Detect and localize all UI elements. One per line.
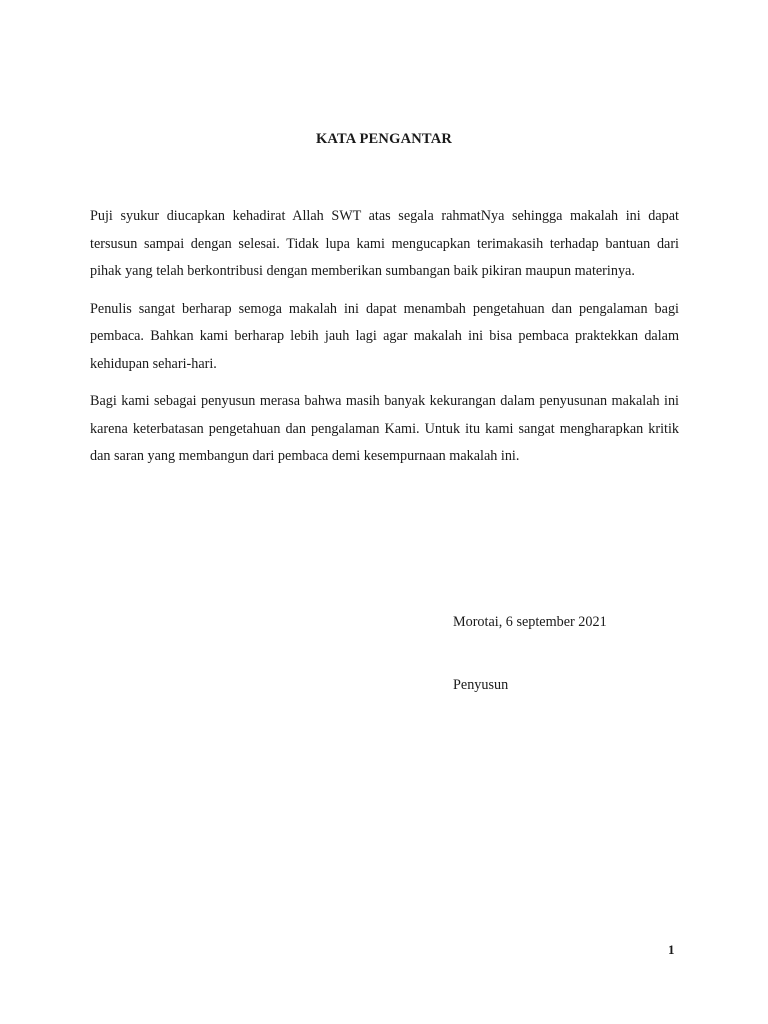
paragraph-2: Penulis sangat berharap semoga makalah ini dapat menambah pengetahuan dan pengalaman bagi pembaca. Bahkan kami berharap lebih jauh lagi agar makalah ini bisa pembaca praktekkan dalam kehidupan sehari-hari.: [90, 300, 679, 372]
page-title: KATA PENGANTAR: [315, 131, 453, 147]
signer-label: Penyusun: [453, 677, 509, 693]
body-text: [90, 203, 679, 481]
paragraph-1: Puji syukur diucapkan kehadirat Allah SWT atas segala rahmatNya sehingga makalah ini dapat tersusun sampai dengan selesai. Tidak lupa kami mengucapkan terimakasih terhadap bantuan dari pihak yang telah berkontribusi dengan memberikan sumbangan baik pikiran maupun materinya.: [90, 208, 679, 279]
place-date: Morotai, 6 september 2021: [453, 614, 607, 630]
page-number: 1: [668, 942, 675, 957]
paragraph-3: Bagi kami sebagai penyusun merasa bahwa masih banyak kekurangan dalam penyusunan makalah ini karena keterbatasan pengetahuan dan pengalaman Kami. Untuk itu kami sangat mengharapkan kritik dan saran yang membangun dari pembaca demi kesempurnaan makalah ini.: [90, 393, 679, 464]
